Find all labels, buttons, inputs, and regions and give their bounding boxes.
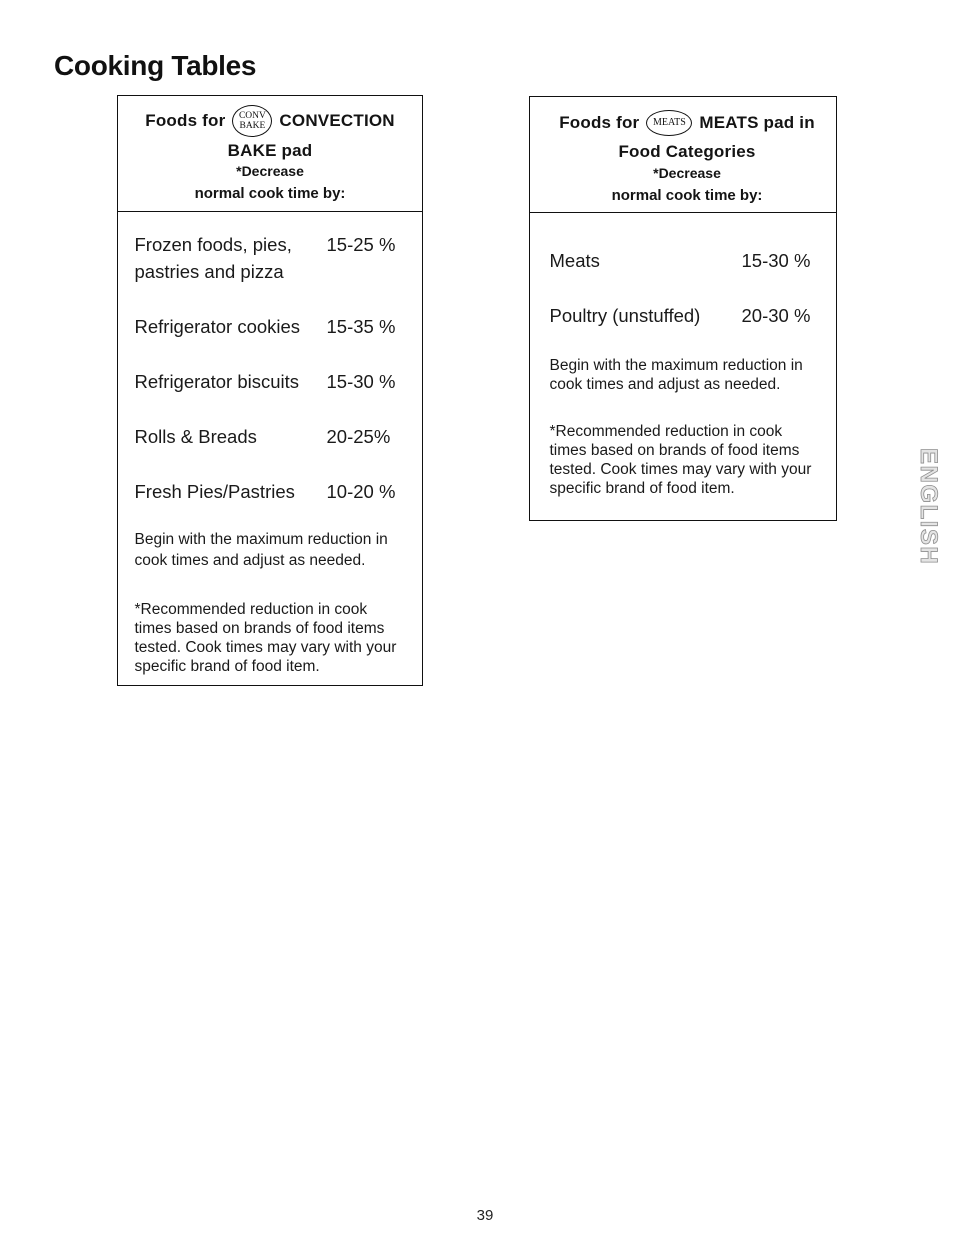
cook-time-reduction: 15-25 % <box>326 234 396 255</box>
note-line: specific brand of food item. <box>134 658 320 675</box>
table-header <box>118 96 422 212</box>
cook-time-reduction: 20-30 % <box>741 305 811 326</box>
table-row <box>550 247 811 274</box>
note-recommended-reduction <box>550 422 812 498</box>
header-line-3: normal cook time by: <box>611 186 763 204</box>
cook-time-reduction: 15-35 % <box>326 316 396 337</box>
header-suffix: CONVECTION <box>279 110 395 130</box>
cook-time-reduction: 15-30 % <box>326 371 396 392</box>
table-row <box>135 231 396 285</box>
note-line: tested. Cook times may vary with your <box>549 461 812 478</box>
note-line: times based on brands of food items <box>549 442 800 459</box>
table-rows <box>550 247 811 357</box>
note-max-reduction <box>135 529 397 571</box>
food-category: Poultry (unstuffed) <box>549 305 701 326</box>
note-line: tested. Cook times may vary with your <box>134 639 397 656</box>
page-title: Cooking Tables <box>54 50 257 81</box>
food-category: Meats <box>549 250 600 271</box>
table-row <box>135 368 396 395</box>
table-notes <box>135 529 397 676</box>
note-line: *Recommended reduction in cook <box>134 601 368 618</box>
header-line-1 <box>118 104 422 138</box>
cook-time-reduction: 15-30 % <box>741 250 811 271</box>
header-decrease: *Decrease <box>236 162 304 179</box>
icon-label: MEATS <box>652 116 686 128</box>
icon-label: BAKE <box>239 120 266 131</box>
food-category: Frozen foods, pies, pastries and pizza <box>134 234 292 282</box>
table-row <box>135 313 396 340</box>
page-number: 39 <box>476 1207 494 1224</box>
language-side-tab: ENGLISH <box>915 448 942 566</box>
header-decrease: *Decrease <box>653 164 721 181</box>
table-row <box>135 423 396 450</box>
header-line-1 <box>530 106 836 140</box>
table-header <box>530 97 836 213</box>
header-line-2: Food Categories <box>618 141 756 161</box>
meats-pad-icon <box>646 110 692 136</box>
note-line: Begin with the maximum reduction in <box>134 531 388 548</box>
header-suffix: MEATS pad in <box>699 112 815 132</box>
note-max-reduction <box>550 356 812 394</box>
note-line: Begin with the maximum reduction in <box>549 357 803 374</box>
note-line: cook times and adjust as needed. <box>549 376 781 393</box>
note-line: *Recommended reduction in cook <box>549 423 783 440</box>
table-row <box>550 302 811 329</box>
header-line-2: BAKE pad <box>227 140 313 160</box>
food-category: Rolls & Breads <box>134 426 257 447</box>
convection-bake-table <box>117 95 423 686</box>
note-line: specific brand of food item. <box>549 480 735 497</box>
note-line: cook times and adjust as needed. <box>134 552 366 569</box>
table-rows <box>135 231 396 533</box>
cook-time-reduction: 10-20 % <box>326 481 396 502</box>
note-line: times based on brands of food items <box>134 620 385 637</box>
header-prefix: Foods for <box>559 112 640 132</box>
header-prefix: Foods for <box>145 110 226 130</box>
meats-table <box>529 96 837 521</box>
food-category: Refrigerator biscuits <box>134 371 300 392</box>
cook-time-reduction: 20-25% <box>326 426 391 447</box>
conv-bake-pad-icon <box>232 105 272 137</box>
note-recommended-reduction <box>135 600 397 676</box>
header-line-3: normal cook time by: <box>194 184 346 202</box>
food-category: Fresh Pies/Pastries <box>134 481 295 502</box>
table-notes <box>550 356 812 498</box>
icon-label: CONV <box>238 110 266 121</box>
table-row <box>135 478 396 505</box>
food-category: Refrigerator cookies <box>134 316 301 337</box>
